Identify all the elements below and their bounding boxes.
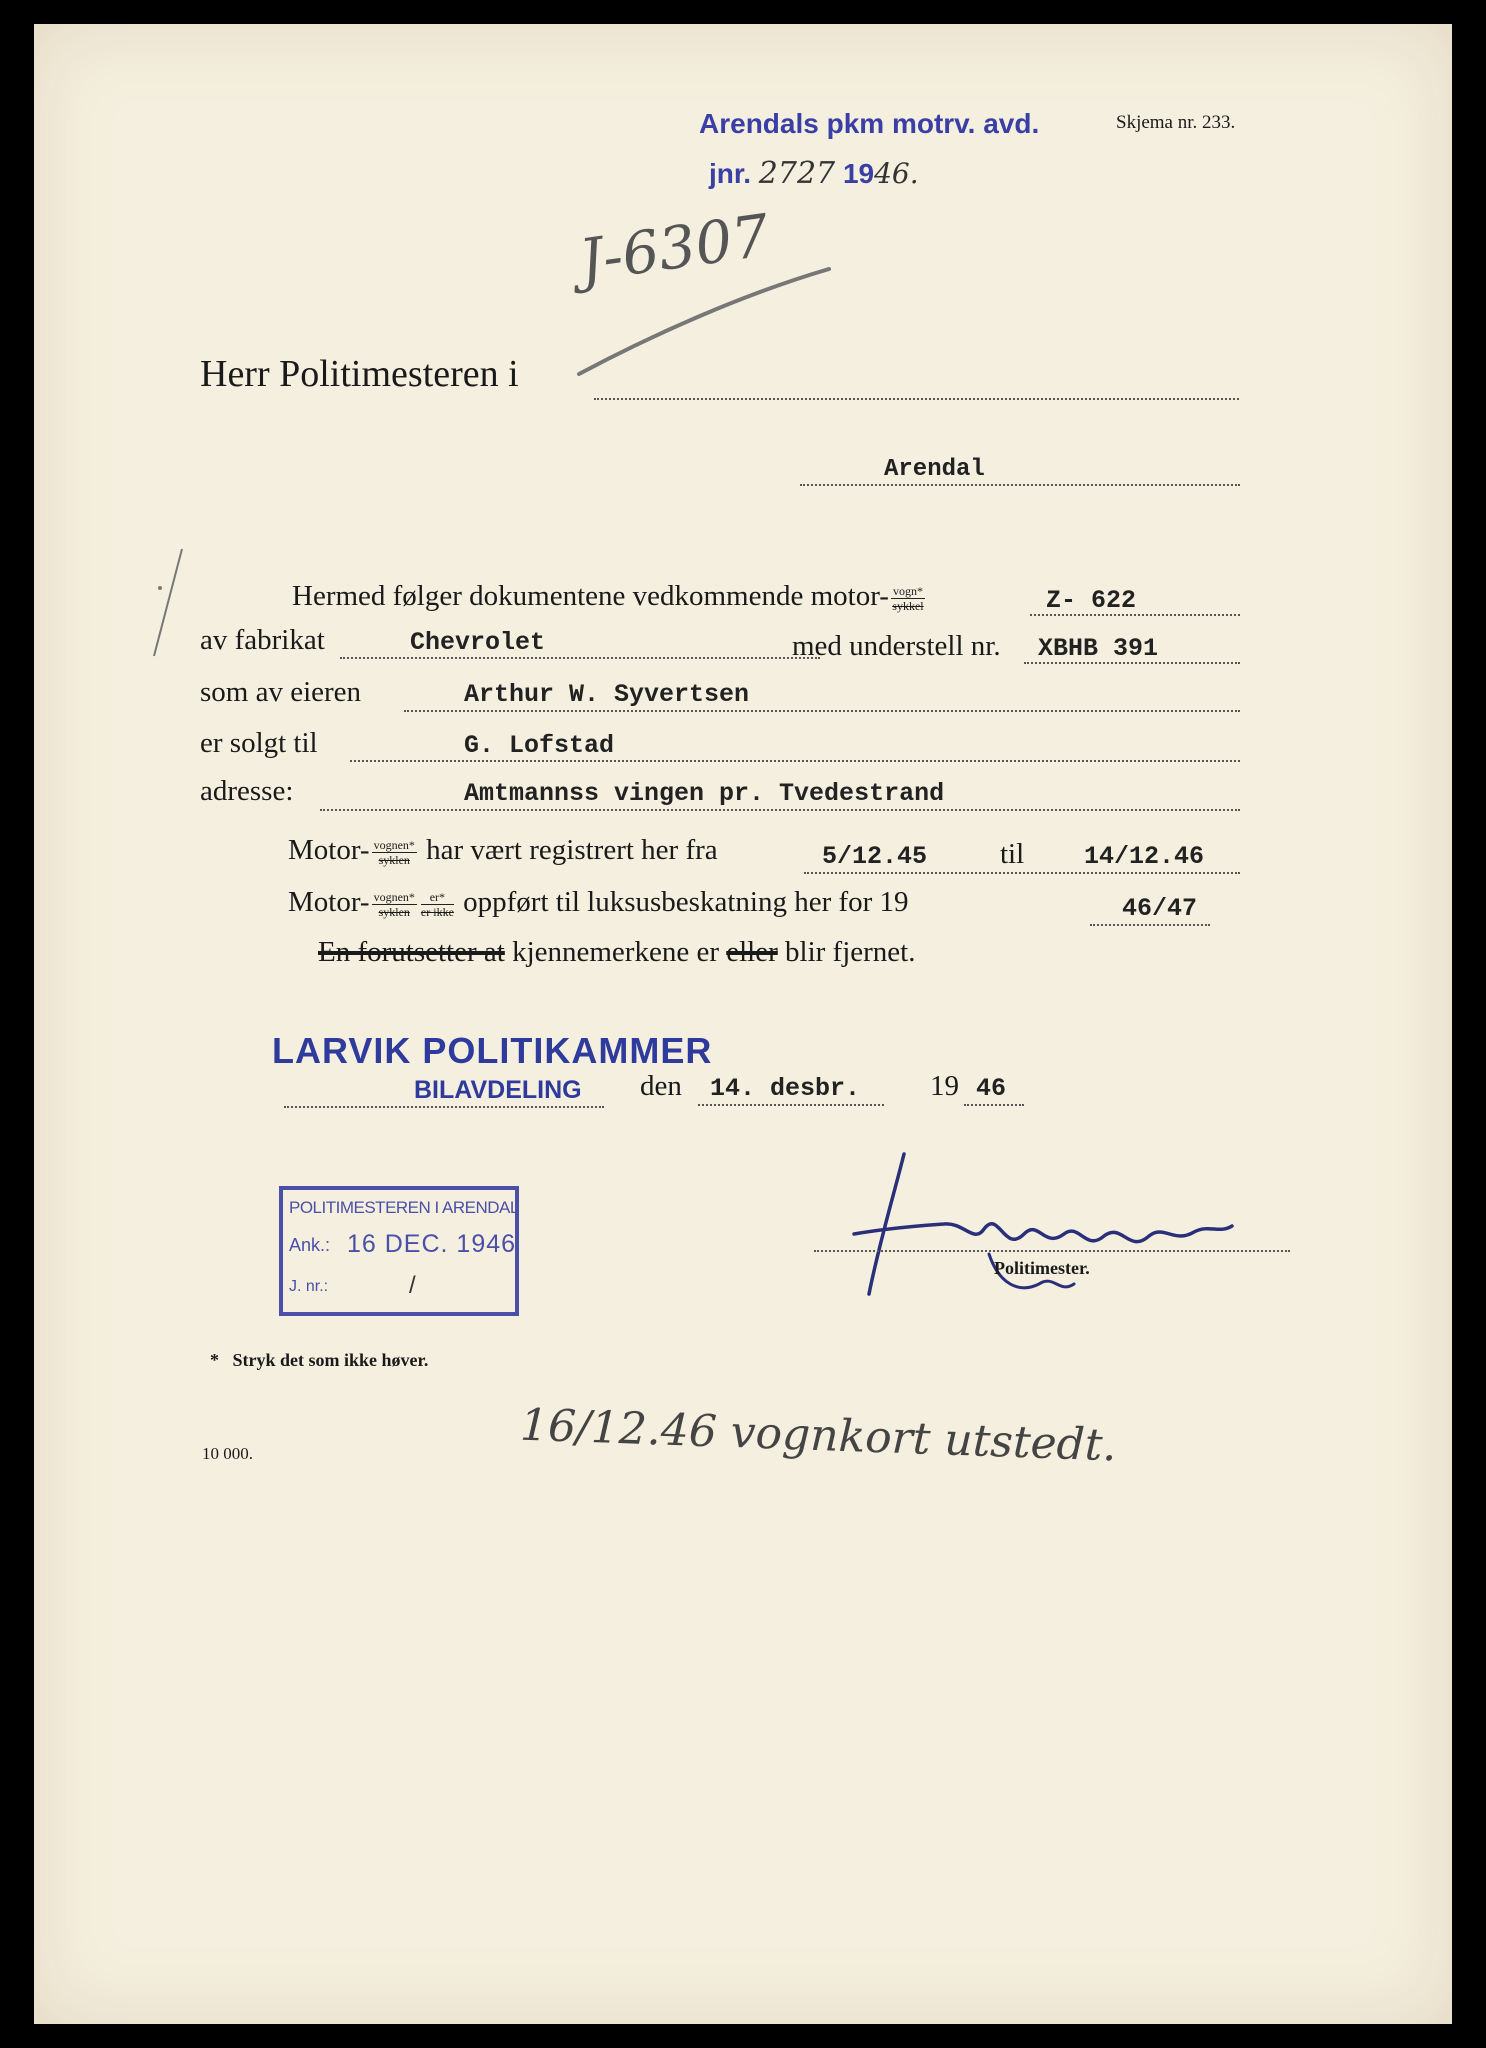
reg-to-date: 14/12.46 (1084, 842, 1205, 871)
received-stamp-jnr-label: J. nr.: (289, 1278, 329, 1295)
stamp-motrv-avd: Arendals pkm motrv. avd. (699, 108, 1040, 139)
stamp-jnr-label: jnr. (709, 158, 752, 189)
tax-frac2-bottom: er ikke (420, 904, 454, 919)
received-stamp-ank-label: Ank.: (289, 1235, 331, 1255)
fabrikat-value: Chevrolet (410, 628, 546, 657)
sold-value: G. Lofstad (464, 731, 615, 760)
city-dotted-line (800, 484, 1240, 486)
intro-text: Hermed følger dokumentene vedkommende motor- (292, 580, 889, 612)
understell-dotted-line (1024, 662, 1240, 664)
address-label: adresse: (200, 775, 294, 807)
addressee-dotted-line (594, 398, 1239, 400)
tax-fraction-vogn (372, 890, 417, 919)
handwritten-note: 16/12.46 vognkort utstedt. (519, 1399, 1118, 1472)
reg-fraction (372, 838, 417, 867)
reg-frac-bottom: syklen (378, 852, 410, 867)
intro-line (292, 580, 927, 613)
reg-dotted-line (1030, 614, 1240, 616)
stamp-jnr-value: 2727 (758, 156, 836, 191)
reg-til-label: til (1000, 838, 1025, 870)
pencil-stroke (574, 264, 834, 384)
owner-value: Arthur W. Syvertsen (464, 680, 750, 709)
received-stamp-date: 16 DEC. 1946 (347, 1230, 517, 1258)
plates-end: blir fjernet. (785, 936, 916, 968)
reg-text: har vært registrert her fra (426, 834, 718, 866)
footnote-text: Stryk det som ikke høver. (232, 1350, 429, 1370)
signature-title: Politimester. (994, 1258, 1090, 1278)
understell-value: XBHB 391 (1038, 634, 1159, 663)
plates-struck-word: eller (726, 936, 778, 968)
sold-label: er solgt til (200, 727, 318, 759)
date-value: 14. desbr. (710, 1074, 861, 1103)
reg-frac-top: vognen* (373, 837, 415, 852)
received-stamp-title: POLITIMESTEREN I ARENDAL (289, 1198, 519, 1217)
footnote (210, 1350, 428, 1371)
frac-bottom: sykkel (892, 598, 924, 613)
vogn-sykkel-fraction (891, 584, 925, 613)
plates-middle: kjennemerkene er (512, 936, 719, 968)
document-page (34, 24, 1452, 2024)
date-dotted-line (698, 1104, 884, 1106)
reg-from-date: 5/12.45 (822, 842, 928, 871)
signature-scribble (824, 1134, 1244, 1314)
plates-line (318, 936, 915, 969)
tax-dotted-line (1090, 924, 1210, 926)
tax-frac1-top: vognen* (373, 889, 415, 904)
print-run: 10 000. (202, 1444, 253, 1463)
margin-pencil-mark (144, 544, 194, 664)
received-stamp (279, 1186, 519, 1316)
understell-label: med understell nr. (792, 630, 1001, 662)
plates-struck-start: En forutsetter at (318, 936, 505, 968)
tax-frac1-bottom: syklen (378, 904, 410, 919)
handwritten-reference: J-6307 (575, 201, 774, 295)
address-dotted-line (320, 809, 1240, 811)
fabrikat-dotted-line (340, 657, 820, 659)
date-year-prefix: 19 (930, 1070, 959, 1102)
tax-frac2-top: er* (421, 890, 454, 905)
received-stamp-jnr-value: / (409, 1272, 416, 1299)
address-value: Amtmannss vingen pr. Tvedestrand (464, 779, 945, 808)
tax-motor-prefix: Motor- (288, 886, 370, 918)
tax-text: oppført til luksusbeskatning her for 19 (463, 886, 909, 918)
stamp-jnr-year-suffix: 46. (874, 157, 919, 190)
tax-fraction-er (421, 890, 454, 919)
tax-line (288, 886, 909, 919)
stamp-jnr-line (709, 156, 919, 191)
registration-line (288, 834, 718, 867)
date-year-suffix: 46 (976, 1074, 1007, 1103)
frac-top: vogn* (892, 583, 923, 598)
addressee-label: Herr Politimesteren i (200, 353, 519, 395)
owner-label: som av eieren (200, 676, 362, 708)
signature-dotted-line (814, 1250, 1290, 1252)
tax-year: 46/47 (1122, 894, 1198, 923)
registration-number: Z- 622 (1046, 586, 1137, 615)
date-year-dotted-line (964, 1104, 1024, 1106)
footnote-mark: * (210, 1350, 219, 1370)
reg-motor-prefix: Motor- (288, 834, 370, 866)
issuer-stamp-line2: BILAVDELING (414, 1076, 582, 1104)
addressee-city: Arendal (884, 456, 985, 483)
issuer-dotted-line (284, 1106, 604, 1108)
date-den-label: den (640, 1070, 682, 1102)
issuer-stamp-line1: LARVIK POLITIKAMMER (272, 1030, 713, 1071)
fabrikat-label: av fabrikat (200, 624, 325, 656)
owner-dotted-line (404, 710, 1240, 712)
form-number: Skjema nr. 233. (1116, 112, 1236, 133)
reg-dotted-line (804, 872, 1240, 874)
sold-dotted-line (350, 760, 1240, 762)
stamp-jnr-year-prefix: 19 (842, 158, 875, 189)
